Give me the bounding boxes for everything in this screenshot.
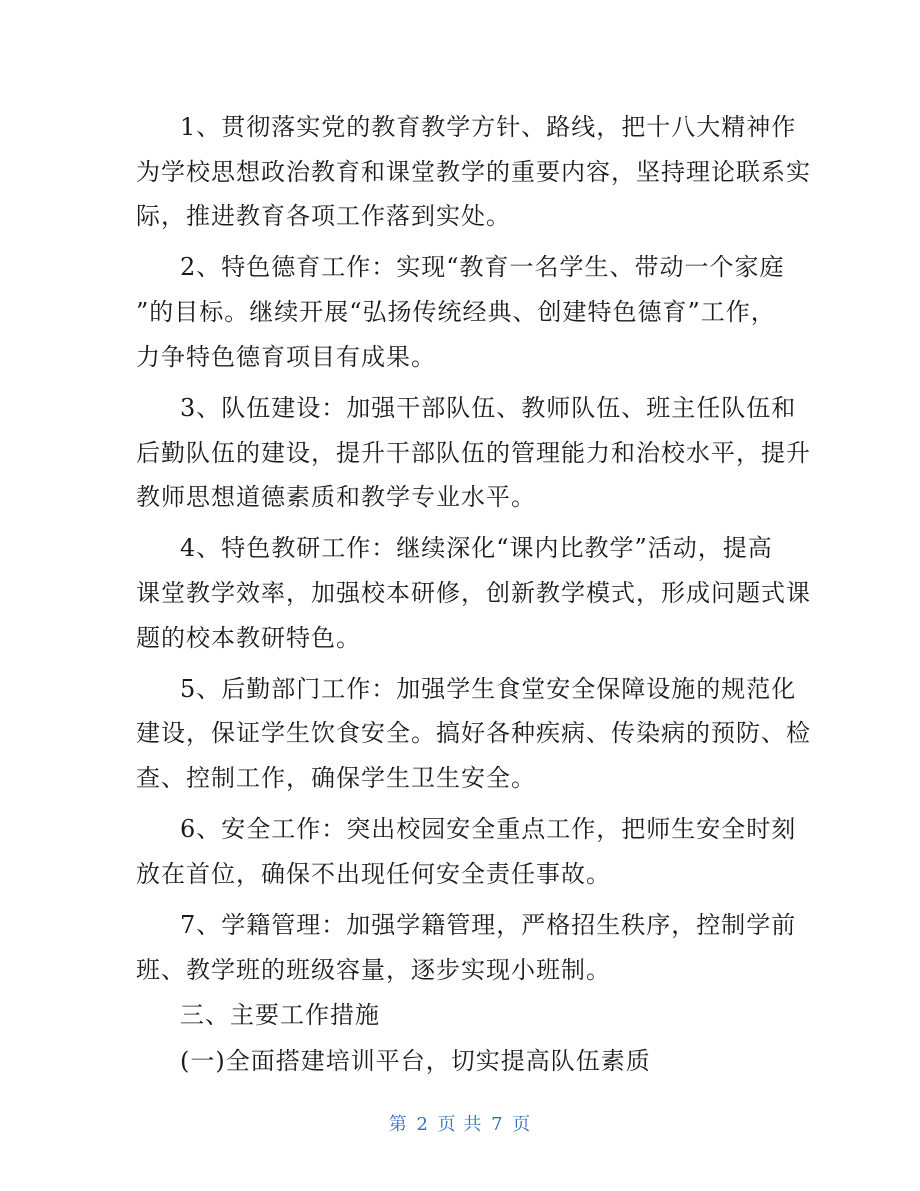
total-pages: 7 — [491, 1114, 504, 1135]
paragraph-line: 4、特色教研工作：继续深化“课内比教学”活动，提高 — [180, 534, 773, 562]
paragraph-line: 2、特色德育工作：实现“教育一名学生、带动一个家庭 — [180, 253, 785, 281]
page-number: 2 — [416, 1114, 429, 1135]
paragraph-line: 查、控制工作，确保学生卫生安全。 — [136, 764, 536, 792]
paragraph-line: 后勤队伍的建设，提升干部队伍的管理能力和治校水平，提升 — [136, 439, 811, 467]
subsection-heading: (一)全面搭建培训平台，切实提高队伍素质 — [180, 1047, 651, 1075]
paragraph-line: 6、安全工作：突出校园安全重点工作，把师生安全时刻 — [180, 815, 797, 843]
paragraph-line: 7、学籍管理：加强学籍管理，严格招生秩序，控制学前 — [180, 911, 797, 939]
paragraph-line: 教师思想道德素质和教学专业水平。 — [136, 483, 536, 511]
paragraph-line: 建设，保证学生饮食安全。搞好各种疾病、传染病的预防、检 — [136, 719, 811, 747]
page-footer — [0, 1113, 920, 1137]
paragraph-line: 3、队伍建设：加强干部队伍、教师队伍、班主任队伍和 — [180, 394, 797, 422]
paragraph-line: 放在首位，确保不出现任何安全责任事故。 — [136, 860, 611, 888]
paragraph-line: 班、教学班的班级容量，逐步实现小班制。 — [136, 956, 611, 984]
paragraph-line: 题的校本教研特色。 — [136, 624, 361, 652]
paragraph-line: 课堂教学效率，加强校本研修，创新教学模式，形成问题式课 — [136, 579, 811, 607]
page-label-mid: 页 共 — [437, 1114, 483, 1135]
paragraph-line: 力争特色德育项目有成果。 — [136, 343, 436, 371]
page-label-suffix: 页 — [512, 1114, 532, 1135]
paragraph-line: 为学校思想政治教育和课堂教学的重要内容，坚持理论联系实 — [136, 158, 811, 186]
section-heading: 三、主要工作措施 — [180, 1001, 380, 1029]
paragraph-line: 1、贯彻落实党的教育教学方针、路线，把十八大精神作 — [180, 113, 797, 141]
page-label-prefix: 第 — [388, 1114, 408, 1135]
paragraph-line: 际，推进教育各项工作落到实处。 — [136, 202, 511, 230]
paragraph-line: 5、后勤部门工作：加强学生食堂安全保障设施的规范化 — [180, 675, 797, 703]
paragraph-line: ”的目标。继续开展“弘扬传统经典、创建特色德育”工作， — [136, 298, 776, 326]
